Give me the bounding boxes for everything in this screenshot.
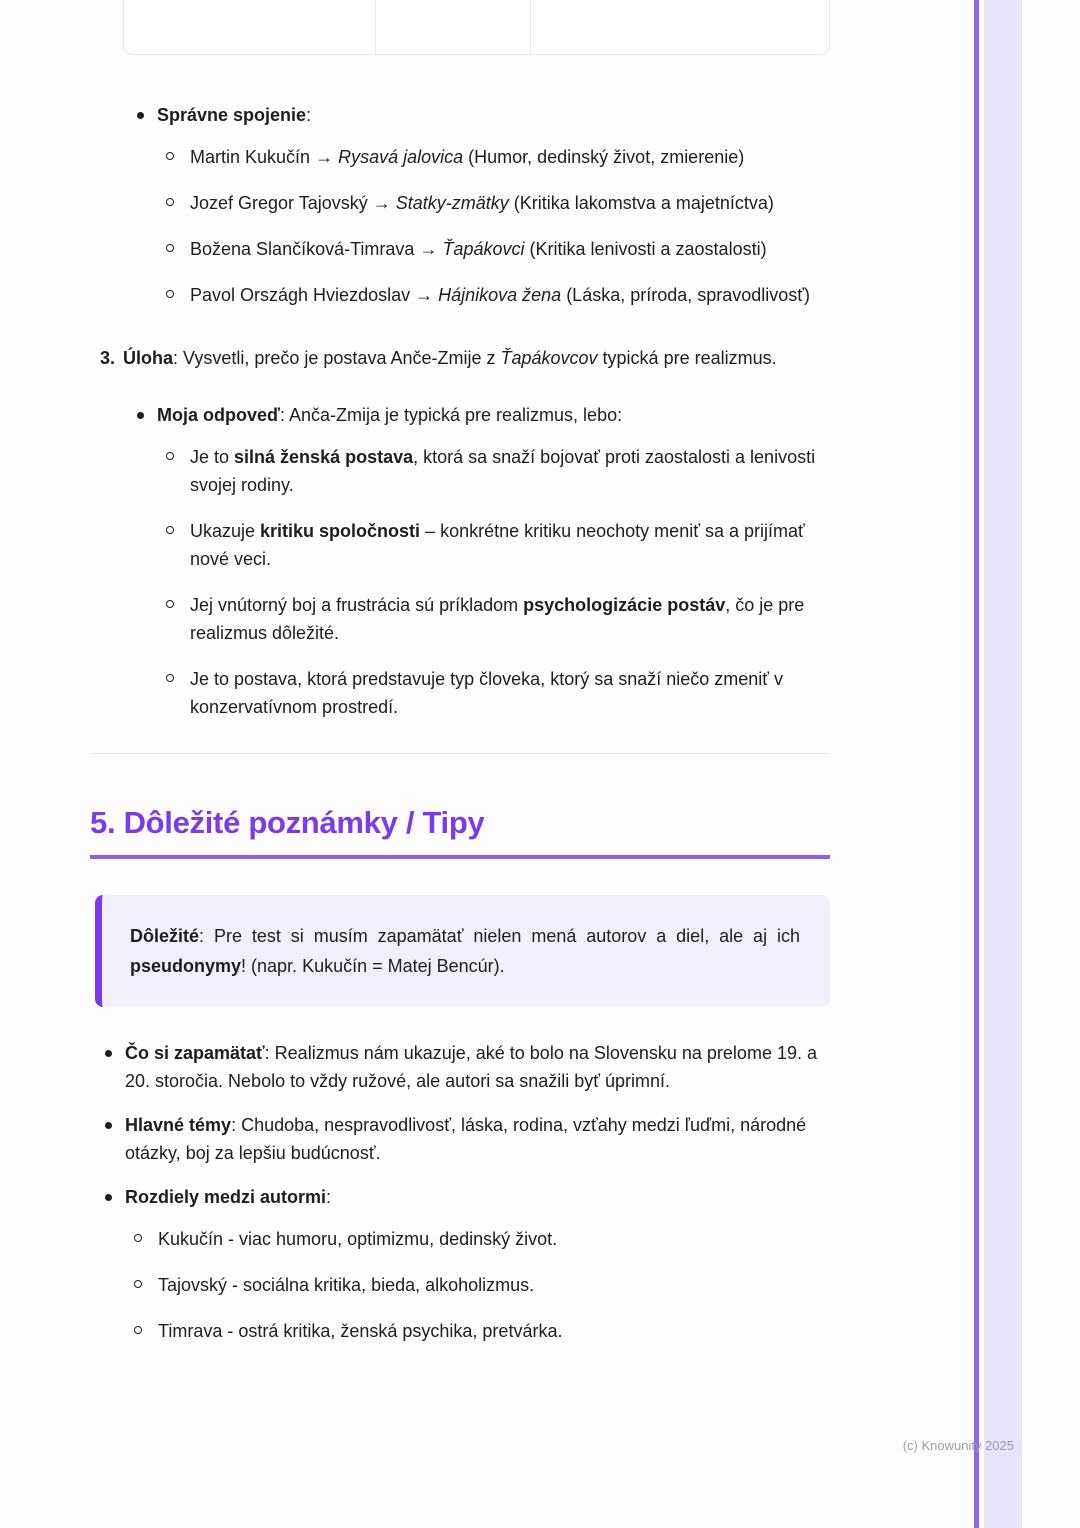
answer-point [157, 443, 830, 499]
point-text: – konkrétne kritiku neochoty meniť sa a prijímať nové veci. [190, 521, 805, 569]
answer-sublist [123, 443, 830, 721]
matching-label: Správne spojenie [157, 105, 307, 125]
tip-label: Hlavné témy [125, 1115, 232, 1135]
tip-text: : Realizmus nám ukazuje, aké to bolo na Slovensku na prelome 19. a 20. storočia. Nebolo to vždy ružové, ale autori sa snažili byť úprimní. [125, 1043, 817, 1091]
answer-label: Moja odpoveď [157, 405, 280, 425]
author-name: Martin Kukučín [190, 147, 316, 167]
task-label: Úloha [123, 348, 174, 368]
point-text: Ukazuje [190, 521, 261, 541]
point-text: Je to [190, 447, 235, 467]
heading-underline [90, 855, 830, 859]
table-cell [124, 0, 376, 54]
work-note: (Kritika lenivosti a zaostalosti) [524, 239, 767, 259]
work-title: Statky-zmätky [390, 193, 509, 213]
matching-item [157, 189, 830, 217]
work-note: (Humor, dedinský život, zmierenie) [463, 147, 745, 167]
difference-text: Tajovský - sociálna kritika, bieda, alkoholizmus. [158, 1275, 535, 1295]
difference-text: Timrava - ostrá kritika, ženská psychika, pretvárka. [158, 1321, 563, 1341]
difference-text: Kukučín - viac humoru, optimizmu, dedinský život. [158, 1229, 558, 1249]
task-number: 3. [100, 348, 116, 368]
task-text-part: : Vysvetli, prečo je postava Anče-Zmije z [173, 348, 501, 368]
difference-item [125, 1225, 830, 1253]
task-paragraph [100, 343, 830, 373]
work-title: Rysavá jalovica [333, 147, 464, 167]
tip-text: : [326, 1187, 332, 1207]
callout-bold: pseudonymy [130, 956, 242, 976]
tip-item [90, 1183, 830, 1345]
matching-sublist [123, 143, 830, 309]
task-text [123, 343, 830, 373]
list-item [90, 101, 830, 309]
callout-text: ! (napr. Kukučín = Matej Bencúr). [241, 956, 505, 976]
author-name: Božena Slančíková-Timrava [190, 239, 420, 259]
important-callout [95, 895, 830, 1007]
point-bold: kritiku spoločnosti [260, 521, 421, 541]
point-text: , čo je pre realizmus dôležité. [190, 595, 805, 643]
callout-text: : Pre test si musím zapamätať nielen mená autorov a diel, ale aj ich [199, 926, 800, 946]
table-cell [531, 0, 829, 54]
arrow-icon: → [315, 147, 334, 167]
copyright-watermark: (c) Knowunity 2025 [902, 1438, 1014, 1453]
author-name: Jozef Gregor Tajovský [190, 193, 373, 213]
page-edge-line [974, 0, 979, 1528]
difference-item [125, 1317, 830, 1345]
page-edge-strip [984, 0, 1022, 1528]
point-bold: psychologizácie postáv [523, 595, 726, 615]
matching-item [157, 143, 830, 171]
work-title: Hájnikova žena [433, 285, 562, 305]
point-text: , ktorá sa snaží bojovať proti zaostalosti a lenivosti svojej rodiny. [190, 447, 816, 495]
section-divider [90, 753, 830, 754]
difference-item [125, 1271, 830, 1299]
work-note: (Láska, príroda, spravodlivosť) [561, 285, 811, 305]
document-content [90, 0, 830, 1363]
tip-label: Rozdiely medzi autormi [125, 1187, 327, 1207]
answer-point [157, 591, 830, 647]
list-item [90, 401, 830, 721]
colon: : [306, 105, 312, 125]
point-text: Jej vnútorný boj a frustrácia sú príkladom [190, 595, 524, 615]
matching-item [157, 235, 830, 263]
tip-text: : Chudoba, nespravodlivosť, láska, rodina, vzťahy medzi ľuďmi, národné otázky, boj za lepšiu budúcnosť. [125, 1115, 807, 1163]
arrow-icon: → [372, 193, 391, 213]
point-text: Je to postava, ktorá predstavuje typ človeka, ktorý sa snaží niečo zmeniť v konzervatívnom prostredí. [190, 669, 784, 717]
tip-label: Čo si zapamätať [125, 1043, 265, 1063]
answer-list [90, 401, 830, 721]
table-cell [376, 0, 531, 54]
point-bold: silná ženská postava [234, 447, 414, 467]
arrow-icon: → [419, 239, 438, 259]
author-name: Pavol Országh Hviezdoslav [190, 285, 416, 305]
tip-item [90, 1039, 830, 1095]
answer-intro: : Anča-Zmija je typická pre realizmus, lebo: [279, 405, 623, 425]
work-title: Ťapákovcov [500, 348, 598, 368]
work-note: (Kritika lakomstva a majetníctva) [508, 193, 774, 213]
matching-item [157, 281, 830, 309]
arrow-icon: → [415, 285, 434, 305]
differences-sublist [125, 1225, 830, 1345]
cropped-table [123, 0, 830, 55]
tip-item [90, 1111, 830, 1167]
matching-list [90, 101, 830, 309]
section-heading: 5. Dôležité poznámky / Tipy [90, 805, 485, 840]
callout-label: Dôležité [130, 926, 200, 946]
task-text-part: typická pre realizmus. [597, 348, 777, 368]
answer-point [157, 517, 830, 573]
tips-list [90, 1039, 830, 1345]
work-title: Ťapákovci [437, 239, 525, 259]
answer-point [157, 665, 830, 721]
